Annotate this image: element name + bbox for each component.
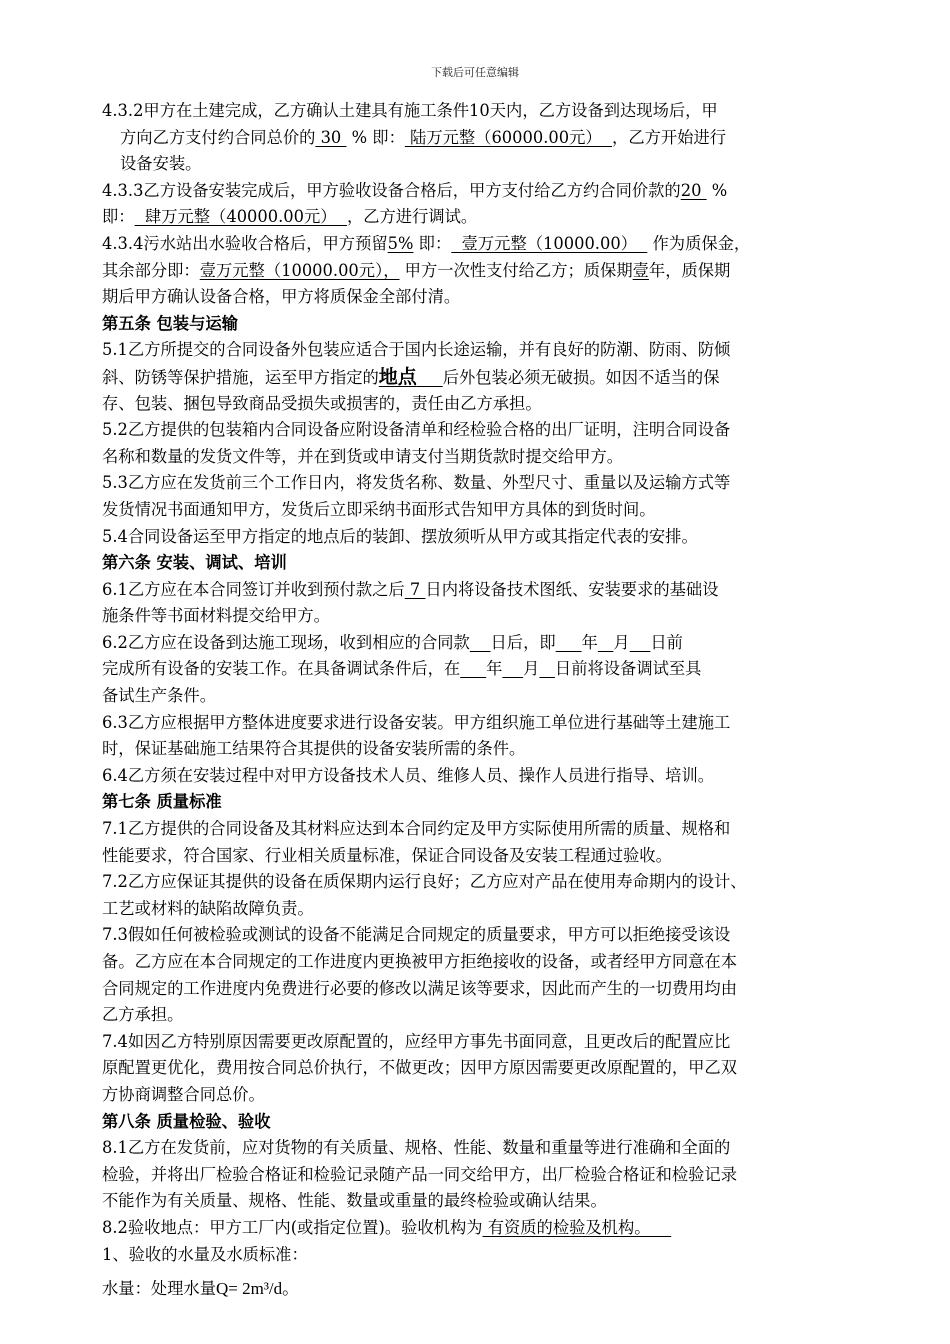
para-7-1-line1: 7.1乙方提供的合同设备及其材料应达到本合同约定及甲方实际使用所需的质量、规格和 bbox=[102, 819, 731, 839]
text: 作为质保金， bbox=[647, 233, 751, 253]
text: 年 bbox=[581, 632, 598, 652]
text: 年，质保期 bbox=[648, 260, 731, 280]
para-8-2-line2: 1、验收的水量及水质标准： bbox=[102, 1244, 308, 1264]
text: 即： bbox=[413, 233, 452, 253]
para-7-4-line1: 7.4如因乙方特别原因需要更改原配置的，应经甲方事先书面同意，且更改后的配置应比 bbox=[102, 1031, 731, 1051]
days-blank: 7 bbox=[404, 579, 426, 599]
text: 方向乙方支付约合同总价的 bbox=[120, 127, 316, 147]
text: ，乙方进行调试。 bbox=[346, 207, 478, 227]
water-volume-value: Q= 2m³/d。 bbox=[215, 1279, 300, 1299]
text: 日内将设备技术图纸、安装要求的基础设 bbox=[425, 579, 719, 599]
para-5-3-line2: 发货情况书面通知甲方，发货后立即采纳书面形式告知甲方具体的到货时间。 bbox=[102, 499, 656, 519]
para-5-1-line1: 5.1乙方所提交的合同设备外包装应适合于国内长途运输，并有良好的防潮、防雨、防倾 bbox=[102, 340, 731, 360]
text: 日后，即 bbox=[490, 632, 556, 652]
text: 4.3.3乙方设备安装完成后，甲方验收设备合格后，甲方支付给乙方约合同价款的 bbox=[102, 180, 681, 200]
install-percent-blank: 20 bbox=[680, 180, 707, 200]
para-8-1-line3: 不能作为有关质量、规格、性能、数量或重量的最终检验或确认结果。 bbox=[102, 1191, 607, 1211]
inspection-agency-blank: 有资质的检验及机构。 bbox=[482, 1217, 672, 1237]
para-5-4-line1: 5.4合同设备运至甲方指定的地点后的装卸、摆放须听从甲方或其指定代表的安排。 bbox=[102, 526, 698, 546]
blank bbox=[470, 633, 491, 652]
para-7-4-line3: 方协商调整合同总价。 bbox=[102, 1084, 265, 1104]
para-6-2-line3: 备试生产条件。 bbox=[102, 686, 216, 706]
payment-percent-blank: 30 bbox=[315, 127, 347, 147]
year-blank bbox=[556, 633, 582, 652]
section-8-heading: 第八条 质量检验、验收 bbox=[102, 1111, 271, 1131]
para-5-2-line2: 名称和数量的发货文件等，并在到货或申请支付当期货款时提交给甲方。 bbox=[102, 446, 624, 466]
text: 水量：处理水量 bbox=[102, 1279, 216, 1299]
text: % bbox=[706, 180, 728, 200]
para-6-1-line2: 施条件等书面材料提交给甲方。 bbox=[102, 606, 330, 626]
text: 甲方一次性支付给乙方；质保期 bbox=[399, 260, 633, 280]
para-5-1-line2 bbox=[102, 364, 850, 391]
text: 完成所有设备的安装工作。在具备调试条件后，在 bbox=[102, 659, 461, 679]
para-6-4-line1: 6.4乙方须在安装过程中对甲方设备技术人员、维修人员、操作人员进行指导、培训。 bbox=[102, 765, 715, 785]
para-7-3-line2: 备。乙方应在本合同规定的工作进度内更换被甲方拒绝接收的设备，或者经甲方同意在本 bbox=[102, 952, 737, 971]
month-blank bbox=[598, 633, 614, 652]
para-7-3-line1: 7.3假如任何被检验或测试的设备不能满足合同规定的质量要求，甲方可以拒绝接受该设 bbox=[102, 925, 731, 945]
text: 即： bbox=[102, 207, 135, 227]
text: % 即： bbox=[346, 127, 405, 147]
para-4-3-3-line1 bbox=[102, 178, 850, 205]
para-7-3-line4: 乙方承担。 bbox=[102, 1005, 184, 1025]
text: ，乙方开始进行 bbox=[612, 127, 727, 147]
text: 月 bbox=[613, 632, 630, 652]
location-blank: 地点 bbox=[378, 365, 417, 388]
text: 后外包装必须无破损。如因不适当的保 bbox=[442, 367, 720, 387]
para-4-3-4-line2 bbox=[102, 258, 850, 285]
day-blank bbox=[539, 659, 555, 678]
text: 6.2乙方应在设备到达施工现场，收到相应的合同款 bbox=[102, 632, 470, 652]
page-header: 下载后可任意编辑 bbox=[431, 66, 519, 79]
section-7-heading: 第七条 质量标准 bbox=[102, 792, 222, 812]
para-6-1-line1 bbox=[102, 577, 850, 604]
para-4-3-4-line3: 期后甲方确认设备合格，甲方将质保金全部付清。 bbox=[102, 287, 461, 307]
para-4-3-4-line1 bbox=[102, 231, 850, 258]
para-5-1-line3: 存、包装、捆包导致商品受损失或损害的，责任由乙方承担。 bbox=[102, 393, 542, 413]
warranty-years-blank: 壹 bbox=[632, 260, 649, 280]
install-amount-blank: 肆万元整（40000.00元） bbox=[134, 207, 347, 227]
retention-percent-blank: 5% bbox=[387, 233, 414, 253]
month-blank bbox=[502, 659, 523, 678]
text: 日前 bbox=[650, 632, 683, 652]
text: 其余部分即： bbox=[102, 260, 200, 280]
para-6-2-line2 bbox=[102, 656, 850, 683]
para-5-3-line1: 5.3乙方应在发货前三个工作日内，将发货名称、数量、外型尺寸、重量以及运输方式等 bbox=[102, 473, 731, 493]
text: 6.1乙方应在本合同签订并收到预付款之后 bbox=[102, 579, 405, 599]
para-4-3-2-line3: 设备安装。 bbox=[120, 154, 202, 174]
text: 月 bbox=[523, 659, 540, 679]
retention-amount-blank: 壹万元整（10000.00） bbox=[451, 233, 648, 253]
para-4-3-2-line2 bbox=[102, 125, 850, 152]
para-4-3-3-line2 bbox=[102, 204, 850, 231]
water-volume-line bbox=[102, 1276, 850, 1303]
spacer bbox=[102, 1268, 850, 1276]
para-6-3-line2: 时，保证基础施工结果符合其提供的设备安装所需的条件。 bbox=[102, 739, 526, 759]
para-6-3-line1: 6.3乙方应根据甲方整体进度要求进行设备安装。甲方组织施工单位进行基础等土建施工 bbox=[102, 712, 731, 732]
text: 4.3.4污水站出水验收合格后，甲方预留 bbox=[102, 233, 388, 253]
section-6-heading: 第六条 安装、调试、培训 bbox=[102, 553, 287, 573]
year-blank bbox=[460, 659, 486, 678]
document-body bbox=[102, 98, 850, 1303]
text: 日前将设备调试至具 bbox=[554, 659, 702, 679]
para-7-2-line2: 工艺或材料的缺陷故障负责。 bbox=[102, 898, 314, 918]
payment-amount-blank: 陆万元整（60000.00元） bbox=[404, 127, 613, 147]
para-7-1-line2: 性能要求，符合国家、行业相关质量标准，保证合同设备及安装工程通过验收。 bbox=[102, 845, 672, 865]
para-8-1-line1: 8.1乙方在发货前，应对货物的有关质量、规格、性能、数量和重量等进行准确和全面的 bbox=[102, 1138, 731, 1158]
text: 年 bbox=[486, 659, 503, 679]
para-7-3-line3: 合同规定的工作进度内免费进行必要的修改以满足该等要求，因此而产生的一切费用均由 bbox=[102, 978, 737, 998]
para-7-2-line1: 7.2乙方应保证其提供的设备在质保期内运行良好；乙方应对产品在使用寿命期内的设计、 bbox=[102, 872, 747, 892]
para-4-3-2-line1: 4.3.2甲方在土建完成，乙方确认土建具有施工条件10天内，乙方设备到达现场后，甲 bbox=[102, 101, 718, 120]
para-6-2-line1 bbox=[102, 630, 850, 657]
para-5-2-line1: 5.2乙方提供的包装箱内合同设备应附设备清单和经检验合格的出厂证明，注明合同设备 bbox=[102, 420, 731, 440]
para-7-4-line2: 原配置更优化，费用按合同总价执行，不做更改；因甲方原因需要更改原配置的，甲乙双 bbox=[102, 1058, 737, 1078]
location-blank-pad bbox=[417, 368, 443, 387]
section-5-heading: 第五条 包装与运输 bbox=[102, 313, 238, 333]
day-blank bbox=[630, 633, 651, 652]
text: 8.2验收地点：甲方工厂内(或指定位置)。验收机构为 bbox=[102, 1217, 483, 1237]
remainder-amount-blank: 壹万元整（10000.00元）， bbox=[199, 260, 400, 280]
para-8-1-line2: 检验，并将出厂检验合格证和检验记录随产品一同交给甲方，出厂检验合格证和检验记录 bbox=[102, 1164, 737, 1184]
para-8-2-line1 bbox=[102, 1215, 850, 1242]
text: 斜、防锈等保护措施，运至甲方指定的 bbox=[102, 367, 379, 387]
